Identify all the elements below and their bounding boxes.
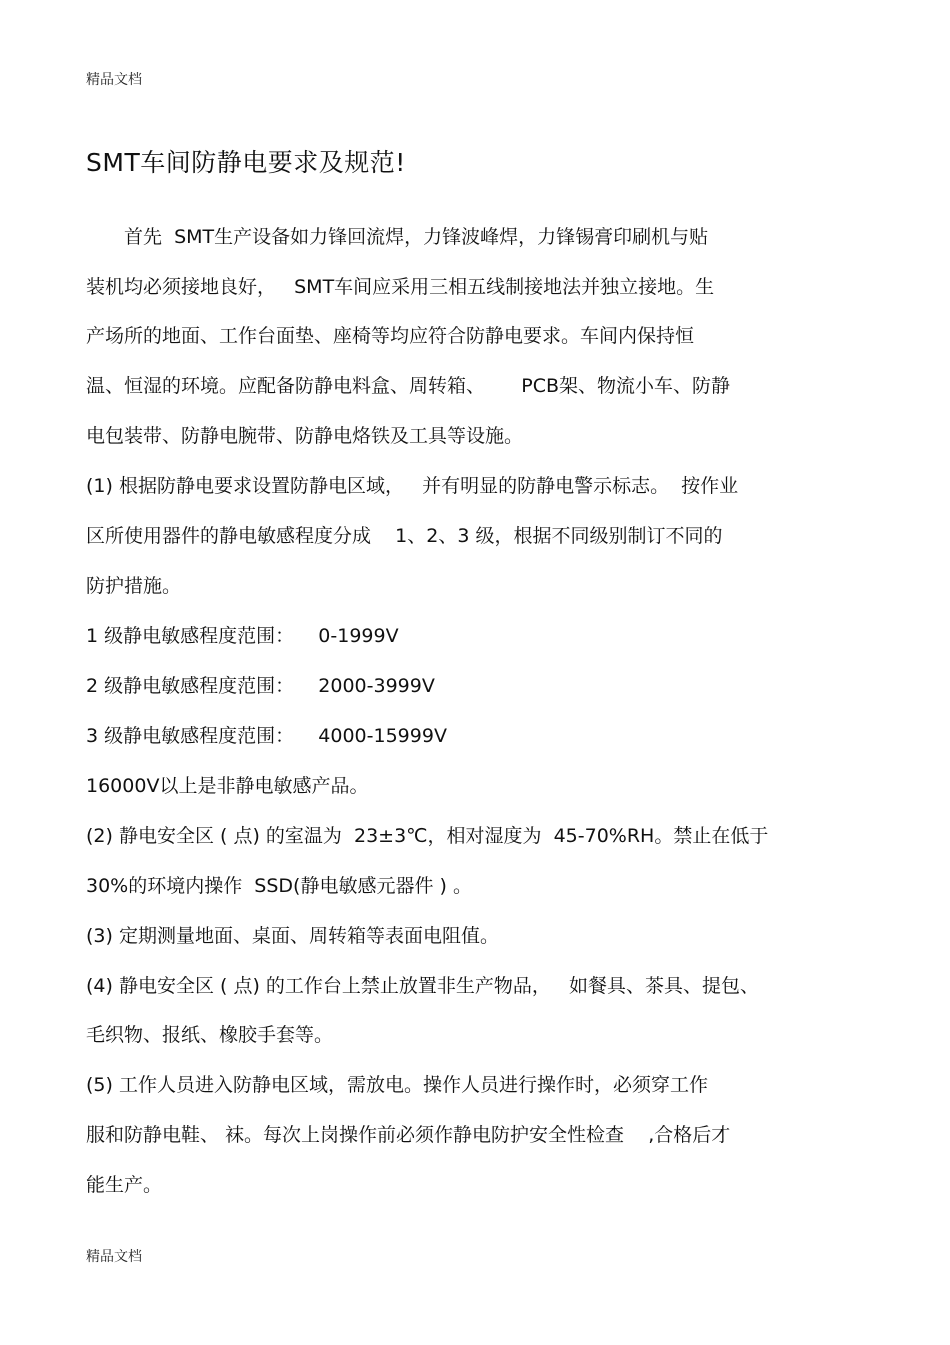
level-3-range: 3 级静电敏感程度范围： 4000-15999V bbox=[86, 725, 447, 747]
paragraph-line: 首先 SMT生产设备如力锋回流焊，力锋波峰焊，力锋锡膏印刷机与贴 bbox=[124, 226, 709, 248]
list-item-4-line: 毛织物、报纸、橡胶手套等。 bbox=[86, 1024, 334, 1046]
list-item-2-line: (2) 静电安全区 ( 点) 的室温为 23±3℃，相对湿度为 45-70%RH。禁止在低于 bbox=[86, 825, 769, 847]
list-item-5-line: 服和防静电鞋、 袜。每次上岗操作前必须作静电防护安全性检查 ,合格后才 bbox=[86, 1124, 731, 1146]
list-item-5-line: (5) 工作人员进入防静电区域，需放电。操作人员进行操作时，必须穿工作 bbox=[86, 1074, 708, 1096]
paragraph-line: 温、恒湿的环境。应配备防静电料盒、周转箱、 PCB架、物流小车、防静 bbox=[86, 375, 730, 397]
page-header: 精品文档 bbox=[86, 72, 142, 88]
list-item-1-line: 防护措施。 bbox=[86, 575, 182, 597]
level-2-range: 2 级静电敏感程度范围： 2000-3999V bbox=[86, 675, 435, 697]
list-item-3-line: (3) 定期测量地面、桌面、周转箱等表面电阻值。 bbox=[86, 925, 499, 947]
list-item-1-line: (1) 根据防静电要求设置防静电区域， 并有明显的防静电警示标志。 按作业 bbox=[86, 475, 739, 497]
list-item-5-line: 能生产。 bbox=[86, 1174, 163, 1196]
list-item-4-line: (4) 静电安全区 ( 点) 的工作台上禁止放置非生产物品， 如餐具、茶具、提包、 bbox=[86, 975, 760, 997]
non-sensitive-note: 16000V以上是非静电敏感产品。 bbox=[86, 775, 369, 797]
paragraph-line: 电包装带、防静电腕带、防静电烙铁及工具等设施。 bbox=[86, 425, 524, 447]
paragraph-line: 装机均必须接地良好， SMT车间应采用三相五线制接地法并独立接地。生 bbox=[86, 276, 715, 298]
page-footer: 精品文档 bbox=[86, 1249, 142, 1265]
paragraph-line: 产场所的地面、工作台面垫、座椅等均应符合防静电要求。车间内保持恒 bbox=[86, 325, 695, 347]
list-item-2-line: 30%的环境内操作 SSD(静电敏感元器件 ) 。 bbox=[86, 875, 472, 897]
level-1-range: 1 级静电敏感程度范围： 0-1999V bbox=[86, 625, 399, 647]
document-title: SMT车间防静电要求及规范! bbox=[86, 148, 406, 177]
list-item-1-line: 区所使用器件的静电敏感程度分成 1、2、3 级，根据不同级别制订不同的 bbox=[86, 525, 723, 547]
